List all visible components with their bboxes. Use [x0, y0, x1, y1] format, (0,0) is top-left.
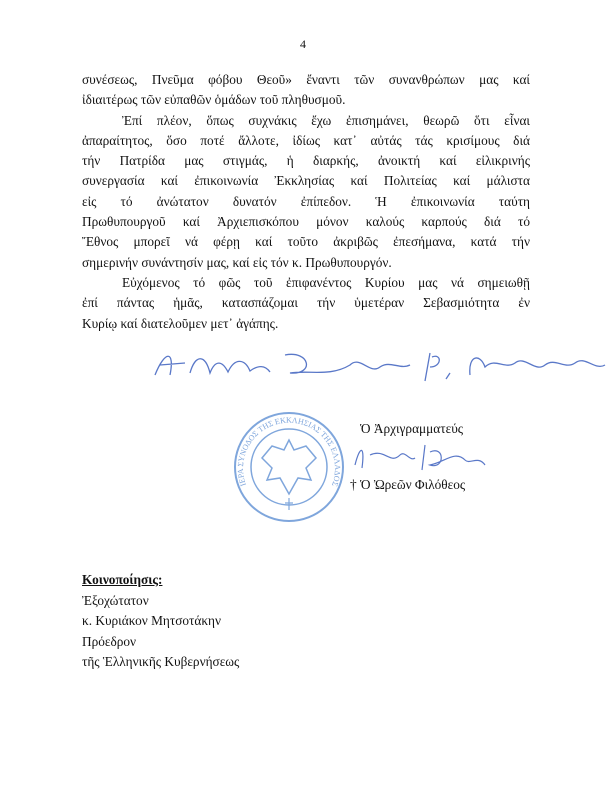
text-line: εἰς τό ἀνώτατον δυνατόν ἐπίπεδον. Ἡ ἐπικοινωνία ταύτη: [82, 193, 530, 209]
text-line: Πρωθυπουργοῦ καί Ἀρχιεπισκόπου μόνον καλούς καρπούς διά τό: [82, 214, 530, 230]
cc-heading: Κοινοποίησις:: [82, 572, 163, 587]
page-number: 4: [300, 37, 306, 51]
text-line: σημερινήν συνάντησίν μας, καί εἰς τόν κ. Πρωθυπουργόν.: [82, 254, 392, 270]
cc-block: [82, 570, 239, 673]
cc-line: Ἐξοχώτατον: [82, 592, 149, 608]
cc-line: Πρόεδρον: [82, 633, 137, 649]
synod-seal: [232, 410, 347, 525]
text-line: Ἐπί πλέον, ὅπως συχνάκις ἔχω ἐπισημάνει, θεωρῶ ὅτι εἶναι: [122, 112, 530, 128]
text-line: συνεργασία καί ἐπικοινωνία Ἐκκλησίας καί Πολιτείας καί μάλιστα: [82, 173, 530, 189]
cc-line: κ. Κυριάκον Μητσοτάκην: [82, 613, 222, 628]
text-line: ἐπί πάντας ἡμᾶς, κατασπάζομαι τήν ὑμετέραν Σεβασμιότητα ἐν: [82, 295, 530, 311]
text-line: ἀπαραίτητος, ὅσο ποτέ ἄλλοτε, ἰδίως κατ᾽ αὐτάς τάς κρισίμους διά: [82, 132, 530, 148]
letter-body: [82, 70, 530, 334]
text-line: τήν Πατρίδα μας στιγμάς, ἡ διαρκής, ἀνοικτή καί εἰλικρινής: [82, 153, 530, 169]
secretary-name: † Ὁ Ὠρεῶν Φιλόθεος: [350, 477, 466, 492]
secretary-signature: [350, 440, 490, 472]
text-line: ἰδιαιτέρως τῶν εὐπαθῶν ὁμάδων τοῦ πληθυσμοῦ.: [82, 92, 346, 108]
text-line: συνέσεως, Πνεῦμα φόβου Θεοῦ» ἔναντι τῶν συνανθρώπων μας καί: [82, 72, 530, 87]
seal-text: ΙΕΡΑ ΣΥΝΟΔΟΣ ΤΗΣ ΕΚΚΛΗΣΙΑΣ ΤΗΣ ΕΛΛΑΔΟΣ: [235, 415, 343, 488]
text-line: Ἔθνος μπορεῖ νά φέρῃ καί τοῦτο ἀκριβῶς ἐπεσήμανα, κατά τήν: [82, 234, 530, 250]
secretary-title: Ὁ Ἀρχιγραμματεύς: [360, 421, 464, 436]
archbishop-signature: [150, 345, 610, 385]
text-line: Εὐχόμενος τό φῶς τοῦ ἐπιφανέντος Κυρίου μας νά σημειωθῇ: [122, 274, 530, 290]
cc-line: τῆς Ἑλληνικῆς Κυβερνήσεως: [82, 654, 240, 669]
text-line: Κυρίῳ καί διατελοῦμεν μετ᾽ ἀγάπης.: [82, 315, 279, 331]
